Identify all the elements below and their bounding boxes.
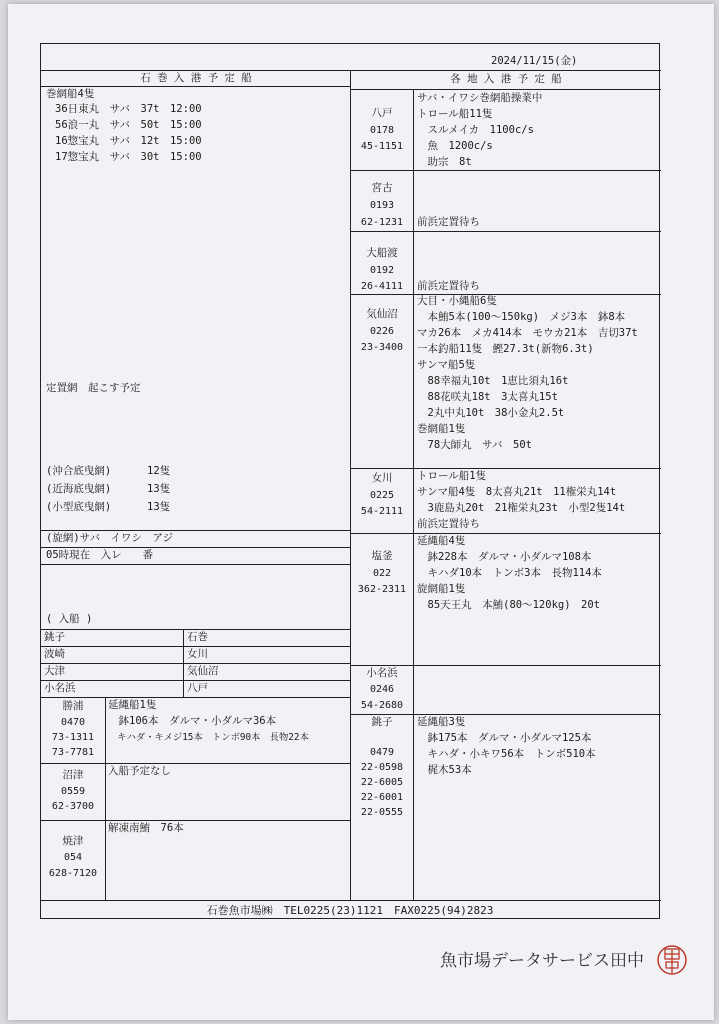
port-cell: 八戸 bbox=[187, 682, 208, 694]
section-line: 梶木53本 bbox=[417, 764, 472, 776]
port-tel: 628-7120 bbox=[48, 868, 98, 879]
port-tel: 0192 bbox=[369, 265, 395, 276]
section-line: 延縄船3隻 bbox=[417, 716, 466, 728]
sokobiki-name: (小型底曳網) bbox=[46, 501, 112, 513]
makiami-line: 56浪一丸 サバ 50t 15:00 bbox=[55, 119, 202, 131]
port-cell: 女川 bbox=[187, 648, 208, 660]
right-header: 各 地 入 港 予 定 船 bbox=[450, 73, 562, 85]
report-date: 2024/11/15(金) bbox=[491, 55, 578, 67]
iri-note: 05時現在 入レ 番 bbox=[46, 549, 154, 561]
port-tel: 0246 bbox=[369, 684, 395, 695]
section-line: トロール船11隻 bbox=[417, 108, 493, 120]
makiami-line: 36日東丸 サバ 37t 12:00 bbox=[55, 103, 202, 115]
port-name: 気仙沼 bbox=[366, 308, 398, 320]
port-tel: 0470 bbox=[60, 717, 86, 728]
sokobiki-name: (近海底曳網) bbox=[46, 483, 112, 495]
makiami-line: 17惣宝丸 サバ 30t 15:00 bbox=[55, 151, 202, 163]
section-line: 88幸福丸10t 1恵比須丸16t bbox=[417, 375, 569, 387]
sokobiki-count: 13隻 bbox=[147, 501, 171, 513]
port-name: 大船渡 bbox=[366, 247, 398, 259]
section-line: サンマ船4隻 8太喜丸21t 11権栄丸14t bbox=[417, 486, 617, 498]
section-line: 前浜定置待ち bbox=[417, 216, 480, 228]
port-name: 銚子 bbox=[371, 716, 393, 728]
section-line: キハダ10本 トンボ3本 長物114本 bbox=[417, 567, 602, 579]
section-line: 本鮪5本(100～150kg) メジ3本 鉢8本 bbox=[417, 311, 626, 323]
port-tel: 26-4111 bbox=[360, 281, 404, 292]
section-line: 巻網船1隻 bbox=[417, 423, 466, 435]
section-line: 85天王丸 本鮪(80～120kg) 20t bbox=[417, 599, 601, 611]
section-line: 鉢106本 ダルマ・小ダルマ36本 bbox=[108, 715, 277, 727]
section-line: 解凍南鮪 76本 bbox=[108, 822, 184, 834]
sokobiki-count: 12隻 bbox=[147, 465, 171, 477]
section-line: 88花咲丸18t 3太喜丸15t bbox=[417, 391, 558, 403]
makiami-line: 16惣宝丸 サバ 12t 15:00 bbox=[55, 135, 202, 147]
section-line: 大目・小縄船6隻 bbox=[417, 295, 497, 307]
report-table bbox=[40, 43, 660, 919]
port-tel: 0225 bbox=[369, 490, 395, 501]
port-name: 焼津 bbox=[62, 835, 84, 847]
section-line: 入船予定なし bbox=[108, 765, 171, 777]
port-tel: 0226 bbox=[369, 326, 395, 337]
port-name: 宮古 bbox=[371, 182, 393, 194]
sokobiki-count: 13隻 bbox=[147, 483, 171, 495]
signature: 魚市場データサービス田中 bbox=[440, 951, 644, 971]
section-line: 前浜定置待ち bbox=[417, 280, 480, 292]
port-tel: 54-2111 bbox=[360, 506, 404, 517]
teichi-note: 定置網 起こす予定 bbox=[46, 382, 141, 394]
section-line: 前浜定置待ち bbox=[417, 518, 480, 530]
port-name: 八戸 bbox=[371, 107, 393, 119]
port-tel: 23-3400 bbox=[360, 342, 404, 353]
senmo-note: (旋網)サバ イワシ アジ bbox=[46, 532, 174, 544]
section-line: サンマ船5隻 bbox=[417, 359, 476, 371]
makiami-title: 巻網船4隻 bbox=[46, 88, 95, 100]
section-line: 助宗 8t bbox=[417, 156, 472, 168]
port-tel: 022 bbox=[372, 568, 392, 579]
port-cell: 波崎 bbox=[44, 648, 65, 660]
port-tel: 054 bbox=[63, 852, 83, 863]
port-tel: 362-2311 bbox=[357, 584, 407, 595]
port-tel: 45-1151 bbox=[360, 141, 404, 152]
section-line: サバ・イワシ巻網船操業中 bbox=[417, 92, 543, 104]
section-line: キハダ・キメジ15本 トンボ90本 長物22本 bbox=[108, 732, 309, 743]
section-line: 78大師丸 サバ 50t bbox=[417, 439, 532, 451]
port-cell: 大津 bbox=[44, 665, 65, 677]
port-tel: 22-6001 bbox=[360, 792, 404, 803]
port-cell: 銚子 bbox=[44, 631, 65, 643]
section-line: 鉢175本 ダルマ・小ダルマ125本 bbox=[417, 732, 592, 744]
port-tel: 73-1311 bbox=[51, 732, 95, 743]
section-line: マカ26本 メカ414本 モウカ21本 吉切37t bbox=[417, 327, 638, 339]
sokobiki-name: (沖合底曳網) bbox=[46, 465, 112, 477]
port-tel: 62-3700 bbox=[51, 801, 95, 812]
port-tel: 0559 bbox=[60, 786, 86, 797]
port-cell: 石巻 bbox=[187, 631, 208, 643]
port-tel: 62-1231 bbox=[360, 217, 404, 228]
port-tel: 0193 bbox=[369, 200, 395, 211]
port-cell: 小名浜 bbox=[44, 682, 76, 694]
port-name: 女川 bbox=[371, 472, 393, 484]
section-line: 2丸中丸10t 38小金丸2.5t bbox=[417, 407, 565, 419]
port-tel: 22-0598 bbox=[360, 762, 404, 773]
hanko-stamp-icon bbox=[656, 944, 688, 976]
section-line: 鉢228本 ダルマ・小ダルマ108本 bbox=[417, 551, 592, 563]
footer-contact: 石巻魚市場㈱ TEL0225(23)1121 FAX0225(94)2823 bbox=[206, 904, 494, 917]
section-line: スルメイカ 1100c/s bbox=[417, 124, 534, 136]
section-line: 延縄船1隻 bbox=[108, 699, 157, 711]
port-tel: 0479 bbox=[369, 747, 395, 758]
port-name: 勝浦 bbox=[62, 700, 84, 712]
left-header: 石 巻 入 港 予 定 船 bbox=[140, 72, 252, 84]
port-name: 沼津 bbox=[62, 769, 84, 781]
port-tel: 73-7781 bbox=[51, 747, 95, 758]
section-line: 魚 1200c/s bbox=[417, 140, 493, 152]
port-name: 小名浜 bbox=[366, 667, 398, 679]
section-line: 旋網船1隻 bbox=[417, 583, 466, 595]
port-tel: 22-0555 bbox=[360, 807, 404, 818]
section-line: 3鹿島丸20t 21権栄丸23t 小型2隻14t bbox=[417, 502, 626, 514]
port-tel: 0178 bbox=[369, 125, 395, 136]
nyusen-label: ( 入船 ) bbox=[46, 613, 93, 625]
section-line: キハダ・小キワ56本 トンボ510本 bbox=[417, 748, 596, 760]
port-name: 塩釜 bbox=[371, 550, 393, 562]
section-line: 一本釣船11隻 鰹27.3t(新物6.3t) bbox=[417, 343, 594, 355]
port-tel: 22-6005 bbox=[360, 777, 404, 788]
port-cell: 気仙沼 bbox=[187, 665, 219, 677]
section-line: トロール船1隻 bbox=[417, 470, 487, 482]
section-line: 延縄船4隻 bbox=[417, 535, 466, 547]
port-tel: 54-2680 bbox=[360, 700, 404, 711]
